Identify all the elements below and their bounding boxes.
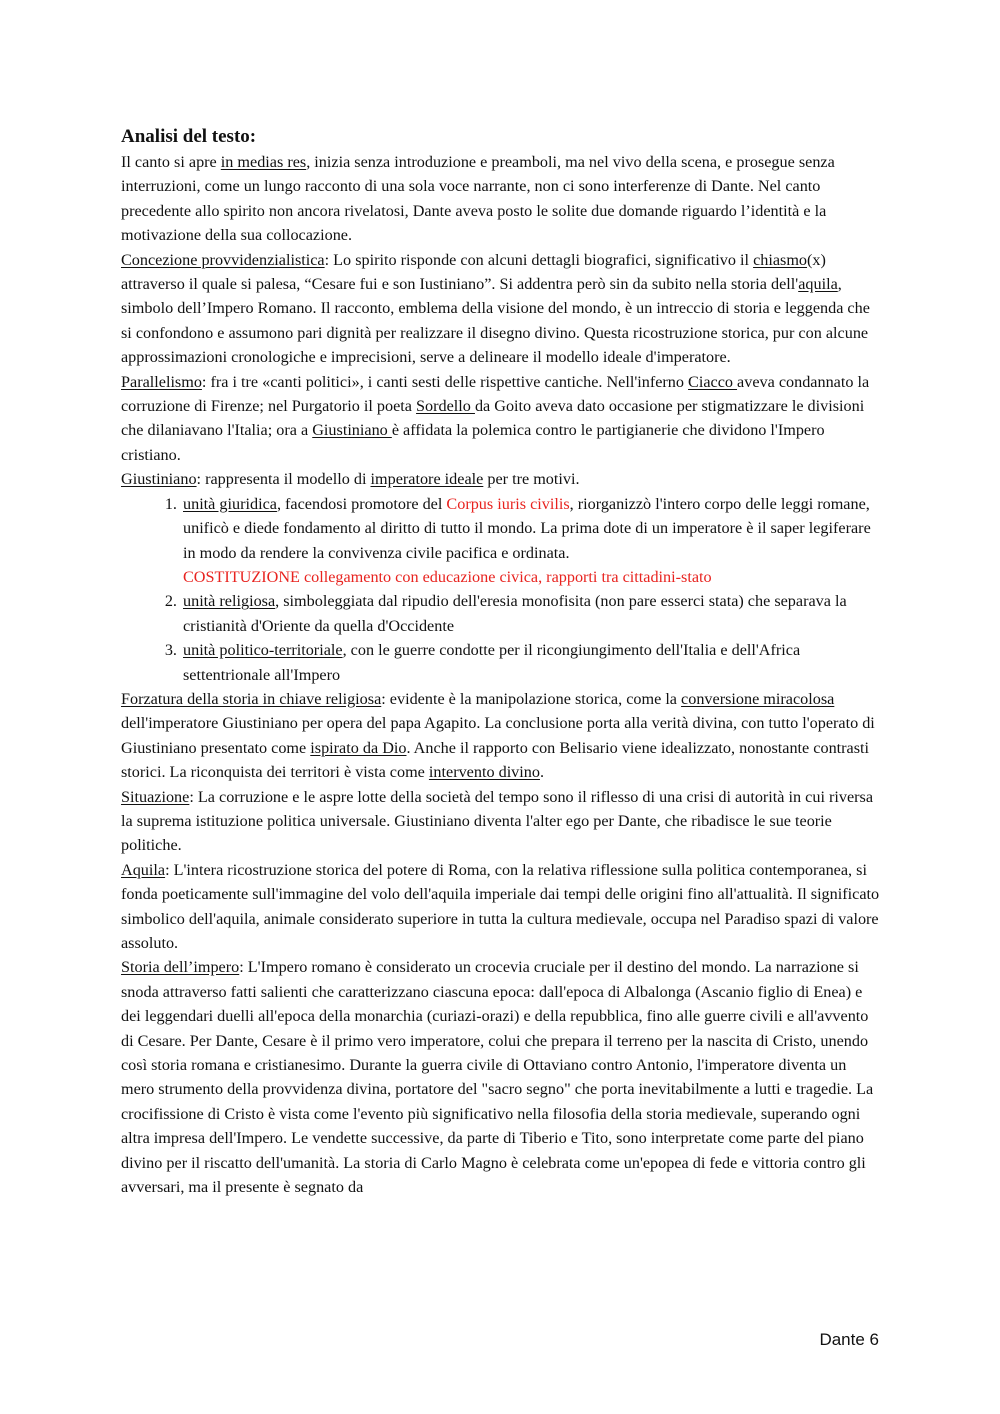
heading-forzatura: Forzatura della storia in chiave religiosa bbox=[121, 689, 382, 708]
underlined-term: unità giuridica bbox=[183, 494, 277, 513]
underlined-term: Giustiniano bbox=[312, 421, 392, 440]
list-item bbox=[181, 638, 883, 687]
paragraph-giustiniano bbox=[121, 467, 883, 491]
text: : La corruzione e le aspre lotte della società del tempo sono il riflesso di una crisi di autorità in cui riversa la suprema istituzione politica universale. Giustiniano diventa l'alter ego per Dante, che ribadisce le sue teorie politiche. bbox=[121, 787, 874, 855]
page-footer: Dante 6 bbox=[819, 1330, 879, 1349]
list-item bbox=[181, 492, 883, 590]
heading-situazione: Situazione bbox=[121, 787, 190, 806]
text: per tre motivi. bbox=[483, 470, 580, 489]
text: Il canto si apre bbox=[121, 153, 221, 171]
underlined-term: imperatore ideale bbox=[370, 470, 484, 489]
underlined-term: Ciacco bbox=[688, 372, 738, 391]
underlined-term: Sordello bbox=[416, 397, 475, 416]
text: (x) attraverso il quale si palesa, “Cesare fui e son Iustiniano”. Si addentra però sin da subito nella storia dell' bbox=[121, 250, 826, 294]
text: . Anche il rapporto con Belisario viene idealizzato, nonostante contrasti storici. La riconquista dei territori è vista come bbox=[121, 738, 870, 782]
text: , inizia senza introduzione e preamboli, ma nel vivo della scena, e prosegue senza interruzioni, come un lungo racconto di una sola voce narrante, non ci sono interferenze di Dante. Nel canto precedente allo spirito non ancora rivelatosi, Dante aveva posto le solite due domande riguardo l’identità e la motivazione della sua collocazione. bbox=[121, 153, 835, 245]
text: , simboleggiata dal ripudio dell'eresia monofisita (non pare esserci stata) che separava la cristianità d'Oriente da quella d'Occidente bbox=[183, 592, 847, 635]
text: aveva condannato la corruzione di Firenze; nel Purgatorio il poeta bbox=[121, 372, 870, 416]
heading-giustiniano: Giustiniano bbox=[121, 470, 197, 489]
paragraph-intro bbox=[121, 150, 883, 248]
underlined-term: unità politico-territoriale bbox=[183, 641, 343, 660]
highlight-note: COSTITUZIONE collegamento con educazione civica, rapporti tra cittadini-stato bbox=[183, 567, 712, 586]
underlined-term: intervento divino bbox=[428, 763, 540, 782]
text: : fra i tre «canti politici», i canti sesti delle rispettive cantiche. Nell'inferno bbox=[201, 372, 689, 391]
text: : evidente è la manipolazione storica, come la bbox=[381, 689, 682, 708]
text: : Lo spirito risponde con alcuni dettagli biografici, significativo il bbox=[324, 250, 754, 269]
underlined-term: chiasmo bbox=[753, 250, 808, 269]
text: . bbox=[539, 763, 545, 782]
underlined-term: in medias res bbox=[220, 153, 307, 171]
text: : rappresenta il modello di bbox=[196, 470, 371, 489]
text: dell'imperatore Giustiniano per opera del papa Agapito. La conclusione porta alla verità divina, con tutto l'operato di Giustiniano presentato come bbox=[121, 714, 875, 757]
text: , facendosi promotore del bbox=[276, 494, 447, 513]
paragraph-forzatura bbox=[121, 687, 883, 785]
text: : L'intera ricostruzione storica del potere di Roma, con la relativa riflessione sulla politica contemporanea, si fonda poeticamente sull'immagine del volo dell'aquila imperiale dai tempi delle origini fino all'attualità. Il significato simbolico dell'aquila, animale considerato superiore in tutta la cultura medievale, occupa nel Paradiso spazi di valore assoluto. bbox=[121, 860, 880, 952]
list-item bbox=[181, 589, 883, 638]
paragraph-storia bbox=[121, 955, 883, 1199]
paragraph-parallelismo bbox=[121, 370, 883, 468]
heading-parallelismo: Parallelismo bbox=[121, 372, 202, 391]
highlight-text: Corpus iuris civilis bbox=[446, 494, 570, 513]
text: è affidata la polemica contro le partigianerie che dividono l'Impero cristiano. bbox=[121, 421, 825, 464]
text: : L'Impero romano è considerato un crocevia cruciale per il destino del mondo. La narrazione si snoda attraverso fatti salienti che caratterizzano ciascuna epoca: dall'epoca di Albalonga (Ascanio figlio di Enea) e dei leggendari duelli all'epoca della monarchia (curiazi-orazi) e della repubblica, fino alle guerre civili e all'avvento di Cesare. Per Dante, Cesare è il primo vero imperatore, colui che prepara il terreno per la nascita di Cristo, unendo così storia romana e cristianesimo. Durante la guerra civile di Ottaviano contro Antonio, l'imperatore diventa un mero strumento della provvidenza divina, portatore del "sacro segno" che porta inevitabilmente a lutti e tragedie. La crocifissione di Cristo è vista come l'evento più significativo nella filosofia della storia medievale, superando ogni altra impresa dell'Impero. Le vendette successive, da parte di Tiberio e Tito, sono interpretate come parte del piano divino per il riscatto dell'umanità. La storia di Carlo Magno è celebrata come un'epopea di fede e vittoria contro gli avversari, ma il presente è segnato da bbox=[121, 958, 874, 1197]
underlined-term: ispirato da Dio bbox=[310, 738, 407, 757]
heading-concezione: Concezione provvidenzialistica bbox=[121, 250, 325, 269]
text: , simbolo dell’Impero Romano. Il racconto, emblema della visione del mondo, è un intreccio di storia e leggenda che si confondono e assumono pari dignità per realizzare il disegno divino. Questa ricostruzione storica, pur con alcune approssimazioni cronologiche e imprecisioni, serve a delineare il modello ideale d'imperatore. bbox=[121, 275, 870, 367]
heading-aquila: Aquila bbox=[121, 860, 166, 879]
paragraph-concezione bbox=[121, 248, 883, 370]
underlined-term: conversione miracolosa bbox=[681, 689, 835, 708]
motivi-list bbox=[121, 492, 883, 687]
underlined-term: unità religiosa bbox=[183, 592, 276, 611]
section-title: Analisi del testo: bbox=[121, 126, 257, 147]
text: , riorganizzò l'intero corpo delle leggi romane, unificò e diede fondamento al diritto di tutto il mondo. La prima dote di un imperatore è il saper legiferare in modo da rendere la convivenza civile pacifica e ordinata. bbox=[183, 494, 871, 562]
underlined-term: aquila bbox=[798, 275, 838, 294]
text: da Goito aveva dato occasione per stigmatizzare le divisioni che dilaniavano l'Italia; ora a bbox=[121, 397, 865, 440]
paragraph-situazione bbox=[121, 785, 883, 858]
text: , con le guerre condotte per il ricongiungimento dell'Italia e dell'Africa settentrionale all'Impero bbox=[183, 641, 801, 684]
heading-storia: Storia dell’impero bbox=[121, 958, 240, 977]
document-page bbox=[121, 124, 883, 1199]
paragraph-aquila bbox=[121, 858, 883, 956]
